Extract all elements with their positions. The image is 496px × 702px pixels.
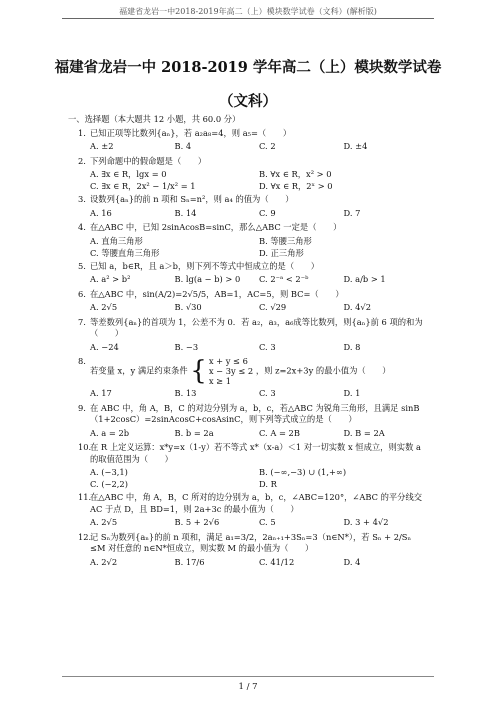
exam-subtitle: （文科） — [219, 93, 277, 110]
section-heading: 一、选择题（本大题共 12 小题，共 60.0 分） — [68, 114, 241, 124]
question-8 — [78, 356, 428, 400]
header-rule — [62, 18, 434, 19]
option-b: B. b = 2a — [174, 427, 214, 438]
left-brace-icon: { — [190, 356, 207, 386]
constraint-system — [190, 356, 253, 386]
option-c: C. 3 — [259, 388, 276, 398]
option-c: C. ∃x ∈ R，2x² − 1/x² = 1 — [90, 181, 196, 191]
question-12 — [78, 532, 428, 569]
option-d: D. 4√2 — [343, 302, 371, 312]
question-6 — [78, 289, 428, 314]
option-b: B. 13 — [174, 388, 197, 398]
question-stem: 等差数列{aₙ}的首项为 1，公差不为 0．若 a₂，a₃，a₆成等比数列，则{aₙ}前 6 项的和为（ ） — [90, 316, 423, 338]
option-d: D. R — [259, 479, 277, 489]
option-a: A. ±2 — [90, 141, 114, 151]
option-a: A. a = 2b — [90, 427, 130, 438]
option-a: A. 2√2 — [90, 556, 118, 567]
option-b: B. 14 — [174, 207, 197, 218]
option-c: C. A = 2B — [259, 427, 300, 438]
option-d: D. ±4 — [343, 141, 368, 151]
option-b: B. lg(a − b) > 0 — [174, 274, 241, 284]
option-a: A. 16 — [90, 207, 112, 218]
question-1 — [78, 128, 428, 153]
option-a: A. 直角三角形 — [90, 235, 143, 246]
option-d: D. 正三角形 — [259, 247, 304, 258]
option-c: C. 41/12 — [259, 556, 295, 567]
constraint-3: x ≥ 1 — [208, 376, 231, 386]
question-4 — [78, 222, 428, 259]
option-a: A. 2√5 — [90, 517, 118, 527]
option-b: B. 等腰三角形 — [259, 235, 312, 246]
question-number: 5. — [78, 260, 86, 271]
question-5 — [78, 261, 428, 286]
option-b: B. √30 — [174, 302, 202, 312]
option-d: D. B = 2A — [343, 427, 385, 438]
question-number: 10. — [78, 442, 92, 452]
question-stem: 设数列{aₙ}的前 n 项和 Sₙ=n²，则 a₄ 的值为（ ） — [90, 194, 294, 204]
option-d: D. 7 — [343, 207, 361, 218]
option-a: A. 2√5 — [90, 302, 118, 312]
question-number: 11. — [78, 492, 92, 502]
option-d: D. 1 — [343, 388, 361, 398]
option-b: B. 4 — [174, 141, 192, 151]
question-number: 2. — [78, 155, 86, 166]
question-number: 6. — [78, 288, 86, 299]
question-stem: 记 Sₙ为数列{aₙ}的前 n 项和，满足 a₁=3/2，2aₙ₊₁+3Sₙ=3（n∈N*），若 Sₙ + 2/Sₙ ≤M 对任意的 n∈N*恒成立，则实数 M 的最小值为（ ） — [90, 531, 412, 553]
option-d: D. ∀x ∈ R，2ˣ > 0 — [259, 181, 333, 191]
question-stem: 在△ABC 中，角 A，B，C 所对的边分别为 a，b，c，∠ABC=120°，∠ABC 的平分线交 AC 于点 D，且 BD=1，则 2a+3c 的最小值为（ ） — [90, 492, 423, 514]
question-number: 12. — [78, 531, 92, 542]
option-a: A. (−3,1) — [90, 467, 128, 477]
option-d: D. a/b > 1 — [343, 274, 386, 284]
question-number: 1. — [78, 127, 86, 138]
question-3 — [78, 194, 428, 219]
option-c: C. 2⁻ᵃ < 2⁻ᵇ — [259, 274, 309, 284]
option-c: C. √29 — [259, 302, 287, 312]
question-number: 7. — [78, 316, 86, 327]
page-number: 1 / 7 — [238, 682, 258, 692]
question-number: 9. — [78, 402, 86, 413]
question-stem: 在△ABC 中，sin(A/2)=2√5/5，AB=1，AC=5，则 BC=（ ） — [90, 288, 344, 299]
footer-rule — [62, 676, 434, 677]
running-header: 福建省龙岩一中2018-2019年高二（上）模块数学试卷（文科）(解析版) — [119, 7, 377, 16]
option-d: D. 8 — [343, 341, 361, 352]
question-stem-suffix: ，则 z=2x+3y 的最小值为（ ） — [255, 365, 391, 376]
question-stem: 在 ABC 中，角 A，B，C 的对边分别为 a，b，c，若△ABC 为锐角三角形，且满足 sinB（1+2cosC）=2sinAcosC+cosAsinC，则下列等式成立的是（ ） — [90, 402, 420, 424]
option-d: D. 4 — [343, 556, 361, 567]
question-number: 3. — [78, 194, 86, 204]
option-c: C. (−2,2) — [90, 479, 128, 489]
option-b: B. 17/6 — [174, 556, 205, 567]
option-a: A. ∃x ∈ R，lgx = 0 — [90, 169, 167, 179]
question-2 — [78, 156, 428, 193]
question-number: 8. — [78, 356, 86, 366]
question-9 — [78, 403, 428, 440]
option-c: C. 2 — [259, 141, 276, 151]
option-b: B. (−∞,−3) ∪ (1,+∞) — [259, 467, 347, 477]
exam-title: 福建省龙岩一中 2018-2019 学年高二（上）模块数学试卷 — [54, 59, 442, 76]
question-stem: 已知 a，b∈R，且 a＞b，则下列不等式中恒成立的是（ ） — [90, 260, 320, 271]
option-b: B. −3 — [174, 341, 199, 352]
option-d: D. 3 + 4√2 — [343, 517, 389, 527]
question-7 — [78, 317, 428, 354]
option-c: C. 9 — [259, 207, 276, 218]
option-c: C. 等腰直角三角形 — [90, 247, 160, 258]
option-b: B. ∀x ∈ R，x² > 0 — [259, 169, 332, 179]
option-a: A. 17 — [90, 388, 112, 398]
question-stem: 下列命题中的假命题是（ ） — [90, 155, 207, 166]
option-c: C. 5 — [259, 517, 276, 527]
question-stem: 已知正项等比数列{aₙ}，若 a₂a₈=4，则 a₅=（ ） — [90, 127, 292, 138]
constraint-2: x − 3y ≤ 2 — [208, 366, 254, 376]
question-number: 4. — [78, 222, 86, 232]
question-stem: 在 R 上定义运算：x*y=x（1-y）若不等式 x*（x-a）＜1 对一切实数 x 恒成立，则实数 a 的取值范围为（ ） — [90, 442, 421, 464]
question-10 — [78, 442, 428, 490]
option-a: A. −24 — [90, 341, 119, 352]
option-c: C. 3 — [259, 341, 276, 352]
constraint-1: x + y ≤ 6 — [208, 356, 248, 366]
option-b: B. 5 + 2√6 — [174, 517, 220, 527]
question-11 — [78, 492, 428, 529]
question-stem: 在△ABC 中，已知 2sinAcosB=sinC，那么△ABC 一定是（ ） — [90, 222, 342, 232]
exam-body — [68, 114, 428, 571]
option-a: A. a² > b² — [90, 274, 131, 284]
question-stem-prefix: 若变量 x，y 满足约束条件 — [90, 365, 188, 376]
